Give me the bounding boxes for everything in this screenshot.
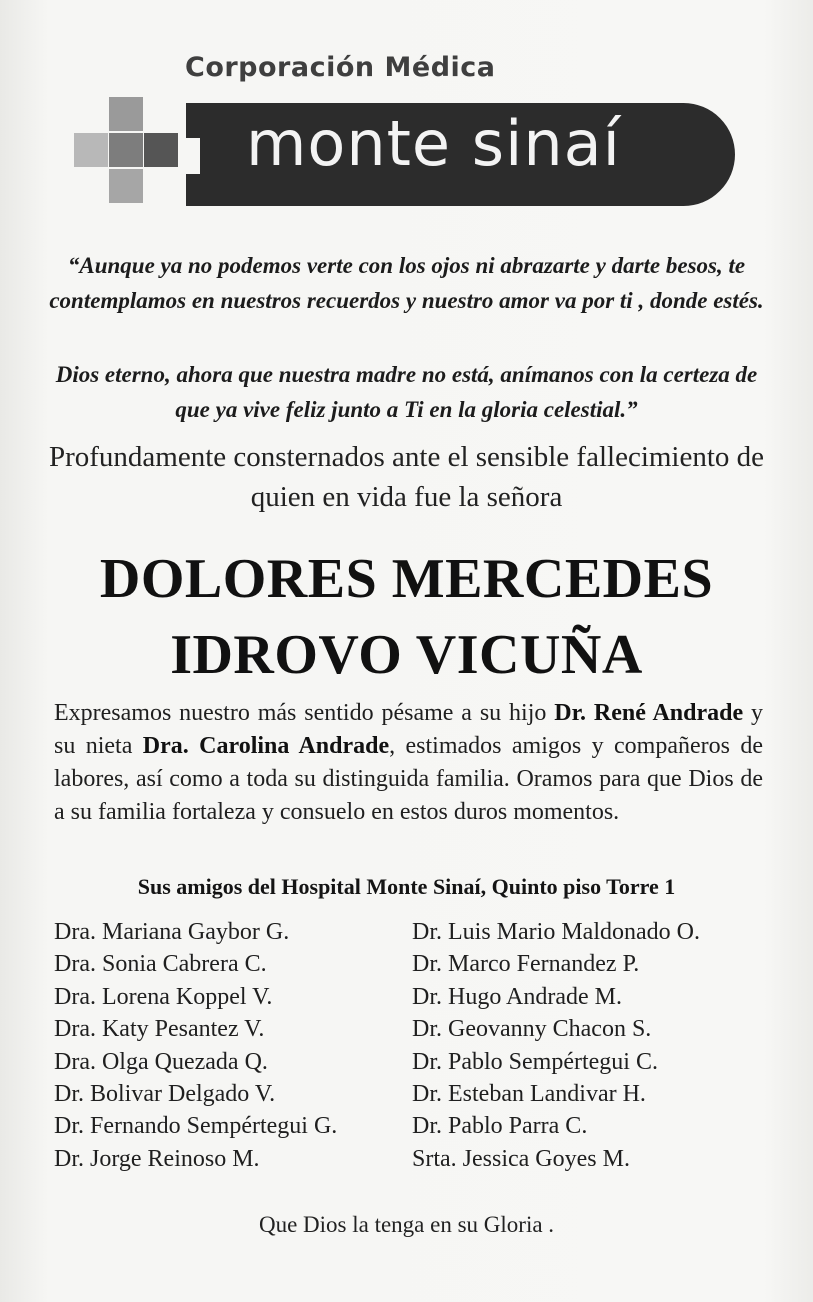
closing-blessing: Que Dios la tenga en su Gloria . xyxy=(258,1212,555,1237)
intro-text: Profundamente consternados ante el sensible fallecimiento de quien en vida fue la señora xyxy=(48,441,765,513)
signer-name: Srta. Jessica Goyes M. xyxy=(412,1145,630,1172)
logo-brand-bar xyxy=(186,103,735,206)
condolence-text-2: y su nieta xyxy=(54,700,763,759)
signer-name: Dr. Pablo Sempértegui C. xyxy=(412,1048,658,1075)
quote-part-2: Dios eterno, ahora que nuestra madre no está, anímanos con la certeza de que ya vive feliz junto a Ti en la gloria celestial.” xyxy=(55,362,758,422)
logo-org-label: Corporación Médica xyxy=(185,52,496,83)
signer-name: Dr. Marco Fernandez P. xyxy=(412,951,640,978)
medical-cross-logo-icon xyxy=(74,97,178,203)
signer-name: Dr. Pablo Parra C. xyxy=(412,1113,588,1140)
signer-name: Dr. Hugo Andrade M. xyxy=(412,983,622,1010)
logo-bar-notch xyxy=(186,138,200,174)
signer-name: Dr. Bolivar Delgado V. xyxy=(54,1081,276,1108)
signer-name: Dr. Luis Mario Maldonado O. xyxy=(412,919,700,945)
signers-list-left xyxy=(54,916,337,1175)
son-name: Dr. René Andrade xyxy=(554,700,744,726)
signer-name: Dra. Lorena Koppel V. xyxy=(54,983,273,1010)
signer-name: Dra. Sonia Cabrera C. xyxy=(54,951,267,978)
granddaughter-name: Dra. Carolina Andrade xyxy=(142,733,390,759)
signer-name: Dr. Jorge Reinoso M. xyxy=(54,1145,260,1172)
signer-name: Dr. Esteban Landivar H. xyxy=(412,1081,646,1108)
condolence-text-1: Expresamos nuestro más sentido pésame a su hijo xyxy=(54,700,555,726)
condolence-text-3: , estimados amigos y compañeros de labores, así como a toda su distinguida familia. Oramos para que Dios de a su familia fortaleza y consuelo en estos duros momentos. xyxy=(54,733,763,825)
condolence-paragraph xyxy=(54,697,763,829)
deceased-name-line-1: DOLORES MERCEDES xyxy=(99,548,714,610)
deceased-name-line-2: IDROVO VICUÑA xyxy=(170,624,643,686)
signer-name: Dra. Katy Pesantez V. xyxy=(54,1016,265,1043)
quote-part-1: “Aunque ya no podemos verte con los ojos ni abrazarte y darte besos, te contemplamos en nuestros recuerdos y nuestro amor va por ti , donde estés. xyxy=(49,253,764,313)
signers-title: Sus amigos del Hospital Monte Sinaí, Quinto piso Torre 1 xyxy=(137,874,676,899)
signer-name: Dra. Olga Quezada Q. xyxy=(54,1048,268,1075)
signer-name: Dr. Fernando Sempértegui G. xyxy=(54,1113,338,1140)
signer-name: Dr. Geovanny Chacon S. xyxy=(412,1016,652,1043)
signers-list-right xyxy=(412,916,700,1175)
signer-name: Dra. Mariana Gaybor G. xyxy=(54,919,290,945)
logo-brand-name: monte sinaí xyxy=(246,107,621,180)
